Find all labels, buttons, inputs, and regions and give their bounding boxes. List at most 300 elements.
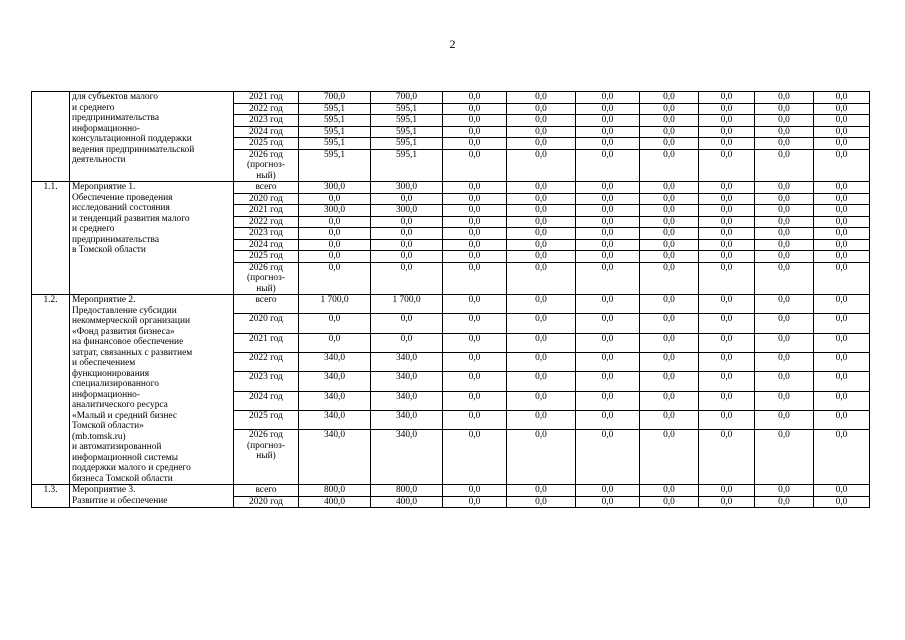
period-line: 2021 год — [249, 333, 283, 344]
value-cell: 595,1 — [371, 103, 443, 115]
value-cell: 0,0 — [699, 103, 755, 115]
item-name-line: Обеспечение проведения — [72, 192, 173, 203]
value-cell: 0,0 — [299, 262, 371, 295]
item-name-line: для субъектов малого — [72, 92, 158, 102]
value-cell: 595,1 — [371, 126, 443, 138]
value-cell: 595,1 — [371, 115, 443, 127]
value-cell: 340,0 — [299, 352, 371, 371]
value-cell: 0,0 — [443, 149, 507, 182]
value-cell: 0,0 — [507, 391, 576, 410]
item-name-line: и тенденций развития малого — [72, 213, 190, 224]
value-cell: 0,0 — [814, 103, 870, 115]
value-cell: 0,0 — [443, 372, 507, 391]
value-cell: 595,1 — [299, 149, 371, 182]
page-number: 2 — [449, 37, 456, 51]
value-cell: 0,0 — [814, 149, 870, 182]
item-name — [70, 182, 234, 295]
value-cell: 340,0 — [299, 410, 371, 429]
value-cell: 0,0 — [699, 430, 755, 485]
period-cell — [234, 216, 299, 228]
value-cell: 0,0 — [640, 496, 699, 508]
value-cell: 0,0 — [640, 391, 699, 410]
item-name-line: Предоставление субсидии — [72, 305, 177, 316]
value-cell: 0,0 — [699, 496, 755, 508]
value-cell: 0,0 — [576, 193, 640, 205]
value-cell: 400,0 — [299, 496, 371, 508]
value-cell: 0,0 — [755, 126, 814, 138]
value-cell: 0,0 — [814, 295, 870, 314]
value-cell: 0,0 — [814, 182, 870, 194]
value-cell: 0,0 — [576, 314, 640, 333]
value-cell: 0,0 — [576, 496, 640, 508]
value-cell: 0,0 — [507, 216, 576, 228]
period-line: всего — [255, 485, 277, 495]
period-line: 2024 год — [249, 239, 283, 250]
value-cell: 300,0 — [371, 182, 443, 194]
value-cell: 0,0 — [507, 410, 576, 429]
value-cell: 0,0 — [814, 391, 870, 410]
period-line: 2021 год — [249, 205, 283, 215]
period-cell — [234, 410, 299, 429]
table-row — [32, 182, 870, 194]
value-cell: 0,0 — [814, 138, 870, 150]
item-name-line: Мероприятие 1. — [72, 182, 136, 192]
value-cell: 0,0 — [699, 126, 755, 138]
period-line: 2026 год — [249, 262, 283, 273]
value-cell: 800,0 — [371, 485, 443, 497]
item-name-line: и автоматизированной — [72, 442, 162, 452]
value-cell: 0,0 — [507, 262, 576, 295]
value-cell: 0,0 — [640, 295, 699, 314]
period-cell — [234, 228, 299, 240]
value-cell: 0,0 — [814, 410, 870, 429]
value-cell: 0,0 — [640, 352, 699, 371]
value-cell: 0,0 — [814, 216, 870, 228]
value-cell: 0,0 — [507, 430, 576, 485]
value-cell: 300,0 — [371, 205, 443, 217]
value-cell: 0,0 — [699, 295, 755, 314]
value-cell: 340,0 — [371, 372, 443, 391]
value-cell: 0,0 — [755, 228, 814, 240]
value-cell: 0,0 — [371, 251, 443, 263]
value-cell: 0,0 — [814, 193, 870, 205]
value-cell: 0,0 — [371, 262, 443, 295]
value-cell: 0,0 — [699, 182, 755, 194]
period-line: 2026 год — [249, 149, 283, 160]
period-cell — [234, 262, 299, 295]
period-line: 2025 год — [249, 251, 283, 261]
item-name-line: бизнеса Томской области — [72, 473, 173, 484]
value-cell: 0,0 — [755, 314, 814, 333]
value-cell: 0,0 — [443, 251, 507, 263]
item-name-line: деятельности — [72, 155, 126, 165]
item-name-line: Развитие и обеспечение — [72, 495, 168, 506]
value-cell: 0,0 — [299, 216, 371, 228]
budget-table — [31, 91, 870, 508]
value-cell: 0,0 — [814, 496, 870, 508]
item-name-line: на финансовое обеспечение — [72, 337, 184, 347]
period-cell — [234, 251, 299, 263]
period-cell — [234, 496, 299, 508]
period-line: 2025 год — [249, 410, 283, 421]
value-cell: 340,0 — [299, 391, 371, 410]
value-cell: 0,0 — [640, 216, 699, 228]
item-name-line: специализированного — [72, 379, 159, 389]
period-cell — [234, 485, 299, 497]
value-cell: 0,0 — [755, 239, 814, 251]
value-cell: 0,0 — [443, 138, 507, 150]
period-cell — [234, 92, 299, 104]
value-cell: 0,0 — [576, 92, 640, 104]
value-cell: 0,0 — [443, 352, 507, 371]
period-line: 2025 год — [249, 138, 283, 148]
value-cell: 0,0 — [371, 228, 443, 240]
value-cell: 0,0 — [755, 205, 814, 217]
value-cell: 0,0 — [443, 391, 507, 410]
item-name-line: Томской области» — [72, 421, 144, 431]
value-cell: 0,0 — [507, 251, 576, 263]
value-cell: 0,0 — [576, 391, 640, 410]
period-line: ный) — [256, 283, 276, 294]
value-cell: 0,0 — [640, 182, 699, 194]
value-cell: 0,0 — [640, 410, 699, 429]
value-cell: 0,0 — [814, 251, 870, 263]
item-name-line: аналитического ресурса — [72, 400, 168, 410]
value-cell: 0,0 — [640, 485, 699, 497]
value-cell: 0,0 — [755, 115, 814, 127]
period-cell — [234, 149, 299, 182]
value-cell: 0,0 — [443, 205, 507, 217]
period-line: 2023 год — [249, 372, 283, 383]
value-cell: 0,0 — [755, 193, 814, 205]
value-cell: 0,0 — [814, 314, 870, 333]
period-line: ный) — [256, 451, 276, 462]
value-cell: 0,0 — [443, 228, 507, 240]
value-cell: 0,0 — [640, 239, 699, 251]
period-line: 2020 год — [249, 193, 283, 204]
item-name — [70, 92, 234, 182]
value-cell: 0,0 — [443, 430, 507, 485]
value-cell: 0,0 — [507, 103, 576, 115]
item-name-line: ведения предпринимательской — [72, 144, 195, 155]
value-cell: 0,0 — [755, 372, 814, 391]
value-cell: 595,1 — [299, 115, 371, 127]
value-cell: 0,0 — [443, 496, 507, 508]
value-cell: 0,0 — [443, 314, 507, 333]
item-name-line: функционирования — [72, 368, 150, 379]
value-cell: 0,0 — [755, 410, 814, 429]
item-name — [70, 295, 234, 485]
value-cell: 0,0 — [755, 182, 814, 194]
value-cell: 0,0 — [755, 485, 814, 497]
value-cell: 0,0 — [576, 205, 640, 217]
value-cell: 0,0 — [507, 205, 576, 217]
period-cell — [234, 126, 299, 138]
table-row — [32, 295, 870, 314]
period-line: (прогноз- — [247, 273, 285, 283]
period-line: 2020 год — [249, 496, 283, 507]
value-cell: 0,0 — [507, 485, 576, 497]
period-line: ный) — [256, 170, 276, 181]
period-line: 2020 год — [249, 314, 283, 325]
period-line: 2022 год — [249, 103, 283, 114]
value-cell: 0,0 — [814, 485, 870, 497]
value-cell: 0,0 — [507, 138, 576, 150]
item-name-line: и среднего — [72, 102, 115, 113]
period-line: 2023 год — [249, 228, 283, 238]
period-cell — [234, 239, 299, 251]
period-line: 2022 год — [249, 352, 283, 363]
value-cell: 400,0 — [371, 496, 443, 508]
value-cell: 340,0 — [371, 391, 443, 410]
value-cell: 0,0 — [814, 92, 870, 104]
value-cell: 0,0 — [814, 228, 870, 240]
item-name-line: информационно- — [72, 123, 140, 134]
value-cell: 0,0 — [443, 182, 507, 194]
period-line: 2021 год — [249, 92, 283, 102]
value-cell: 0,0 — [576, 295, 640, 314]
value-cell: 0,0 — [699, 115, 755, 127]
value-cell: 0,0 — [640, 205, 699, 217]
value-cell: 595,1 — [371, 149, 443, 182]
value-cell: 0,0 — [576, 251, 640, 263]
value-cell: 0,0 — [699, 149, 755, 182]
value-cell: 0,0 — [443, 239, 507, 251]
item-name-line: поддержки малого и среднего — [72, 463, 191, 473]
value-cell: 595,1 — [299, 126, 371, 138]
value-cell: 0,0 — [699, 138, 755, 150]
value-cell: 340,0 — [371, 410, 443, 429]
value-cell: 0,0 — [576, 115, 640, 127]
item-name-line: и обеспечением — [72, 358, 136, 368]
value-cell: 0,0 — [699, 333, 755, 352]
item-name-line: Мероприятие 3. — [72, 485, 136, 495]
value-cell: 0,0 — [443, 262, 507, 295]
value-cell: 0,0 — [640, 126, 699, 138]
value-cell: 0,0 — [299, 193, 371, 205]
value-cell: 0,0 — [755, 262, 814, 295]
value-cell: 0,0 — [443, 295, 507, 314]
value-cell: 0,0 — [576, 430, 640, 485]
value-cell: 0,0 — [814, 333, 870, 352]
value-cell: 0,0 — [576, 485, 640, 497]
value-cell: 0,0 — [576, 182, 640, 194]
period-cell — [234, 193, 299, 205]
item-name-line: в Томской области — [72, 245, 146, 255]
value-cell: 0,0 — [576, 333, 640, 352]
value-cell: 0,0 — [699, 262, 755, 295]
period-cell — [234, 115, 299, 127]
value-cell: 0,0 — [755, 92, 814, 104]
item-name-line: (mb.tomsk.ru) — [72, 431, 126, 442]
value-cell: 0,0 — [507, 182, 576, 194]
value-cell: 0,0 — [507, 372, 576, 391]
value-cell: 0,0 — [576, 410, 640, 429]
item-name-line: исследований состояния — [72, 203, 170, 213]
value-cell: 0,0 — [699, 485, 755, 497]
value-cell: 0,0 — [640, 333, 699, 352]
value-cell: 300,0 — [299, 205, 371, 217]
value-cell: 0,0 — [755, 216, 814, 228]
value-cell: 340,0 — [299, 430, 371, 485]
value-cell: 1 700,0 — [299, 295, 371, 314]
value-cell: 0,0 — [814, 239, 870, 251]
item-name-line: затрат, связанных с развитием — [72, 347, 193, 358]
period-cell — [234, 205, 299, 217]
item-index: 1.2. — [32, 295, 70, 485]
value-cell: 0,0 — [640, 92, 699, 104]
value-cell: 0,0 — [814, 115, 870, 127]
value-cell: 0,0 — [576, 228, 640, 240]
value-cell: 0,0 — [640, 430, 699, 485]
value-cell: 800,0 — [299, 485, 371, 497]
value-cell: 0,0 — [640, 193, 699, 205]
value-cell: 0,0 — [507, 115, 576, 127]
value-cell: 0,0 — [699, 410, 755, 429]
period-line: 2023 год — [249, 115, 283, 125]
table-row — [32, 92, 870, 104]
value-cell: 0,0 — [443, 485, 507, 497]
value-cell: 0,0 — [640, 103, 699, 115]
value-cell: 0,0 — [755, 391, 814, 410]
value-cell: 0,0 — [507, 149, 576, 182]
item-index — [32, 92, 70, 182]
value-cell: 0,0 — [576, 103, 640, 115]
value-cell: 0,0 — [755, 251, 814, 263]
value-cell: 0,0 — [507, 228, 576, 240]
period-cell — [234, 352, 299, 371]
period-line: (прогноз- — [247, 440, 285, 451]
value-cell: 0,0 — [640, 251, 699, 263]
value-cell: 0,0 — [507, 239, 576, 251]
value-cell: 0,0 — [640, 228, 699, 240]
value-cell: 0,0 — [814, 126, 870, 138]
period-cell — [234, 333, 299, 352]
value-cell: 0,0 — [576, 138, 640, 150]
item-name-line: предпринимательства — [72, 234, 159, 245]
value-cell: 0,0 — [699, 372, 755, 391]
value-cell: 0,0 — [755, 496, 814, 508]
value-cell: 0,0 — [814, 372, 870, 391]
value-cell: 0,0 — [576, 262, 640, 295]
item-name-line: консультационной поддержки — [72, 134, 192, 144]
value-cell: 0,0 — [755, 352, 814, 371]
value-cell: 0,0 — [443, 216, 507, 228]
value-cell: 0,0 — [814, 205, 870, 217]
value-cell: 0,0 — [507, 333, 576, 352]
period-line: 2026 год — [249, 430, 283, 441]
value-cell: 0,0 — [640, 372, 699, 391]
item-index: 1.3. — [32, 485, 70, 508]
value-cell: 0,0 — [507, 352, 576, 371]
value-cell: 0,0 — [699, 92, 755, 104]
item-name-line: и среднего — [72, 224, 115, 234]
value-cell: 0,0 — [576, 352, 640, 371]
value-cell: 0,0 — [755, 333, 814, 352]
value-cell: 0,0 — [443, 410, 507, 429]
value-cell: 0,0 — [699, 251, 755, 263]
value-cell: 0,0 — [507, 92, 576, 104]
value-cell: 340,0 — [371, 430, 443, 485]
period-line: 2024 год — [249, 126, 283, 137]
item-name-line: информационной системы — [72, 452, 179, 463]
value-cell: 0,0 — [640, 138, 699, 150]
period-cell — [234, 182, 299, 194]
value-cell: 595,1 — [299, 103, 371, 115]
value-cell: 0,0 — [371, 216, 443, 228]
value-cell: 595,1 — [299, 138, 371, 150]
value-cell: 0,0 — [699, 391, 755, 410]
value-cell: 0,0 — [755, 149, 814, 182]
period-line: всего — [255, 182, 277, 192]
value-cell: 0,0 — [371, 239, 443, 251]
value-cell: 700,0 — [299, 92, 371, 104]
value-cell: 0,0 — [576, 216, 640, 228]
period-cell — [234, 138, 299, 150]
value-cell: 0,0 — [299, 314, 371, 333]
item-name — [70, 485, 234, 508]
value-cell: 0,0 — [507, 496, 576, 508]
period-line: (прогноз- — [247, 160, 285, 170]
value-cell: 0,0 — [755, 430, 814, 485]
period-cell — [234, 391, 299, 410]
period-line: 2022 год — [249, 216, 283, 227]
value-cell: 0,0 — [814, 262, 870, 295]
period-line: 2024 год — [249, 391, 283, 402]
item-name-line: «Малый и средний бизнес — [72, 410, 178, 421]
value-cell: 0,0 — [814, 430, 870, 485]
value-cell: 0,0 — [576, 126, 640, 138]
value-cell: 0,0 — [755, 103, 814, 115]
value-cell: 0,0 — [299, 228, 371, 240]
value-cell: 0,0 — [371, 193, 443, 205]
value-cell: 300,0 — [299, 182, 371, 194]
period-cell — [234, 295, 299, 314]
period-cell — [234, 372, 299, 391]
value-cell: 0,0 — [299, 333, 371, 352]
value-cell: 0,0 — [299, 251, 371, 263]
period-cell — [234, 314, 299, 333]
value-cell: 0,0 — [699, 239, 755, 251]
value-cell: 0,0 — [576, 149, 640, 182]
value-cell: 0,0 — [699, 205, 755, 217]
value-cell: 0,0 — [640, 149, 699, 182]
value-cell: 700,0 — [371, 92, 443, 104]
value-cell: 0,0 — [371, 333, 443, 352]
value-cell: 0,0 — [507, 314, 576, 333]
period-cell — [234, 103, 299, 115]
value-cell: 0,0 — [699, 216, 755, 228]
table-row — [32, 485, 870, 497]
period-line: всего — [255, 295, 277, 305]
value-cell: 0,0 — [443, 126, 507, 138]
value-cell: 0,0 — [699, 193, 755, 205]
item-index: 1.1. — [32, 182, 70, 295]
value-cell: 0,0 — [443, 92, 507, 104]
value-cell: 0,0 — [755, 295, 814, 314]
value-cell: 0,0 — [814, 352, 870, 371]
value-cell: 0,0 — [640, 262, 699, 295]
period-cell — [234, 430, 299, 485]
item-name-line: некоммерческой организации — [72, 316, 190, 326]
value-cell: 0,0 — [371, 314, 443, 333]
item-name-line: Мероприятие 2. — [72, 295, 136, 305]
item-name-line: информационно- — [72, 389, 140, 400]
value-cell: 0,0 — [507, 295, 576, 314]
value-cell: 0,0 — [755, 138, 814, 150]
item-name-line: предпринимательства — [72, 113, 159, 123]
value-cell: 0,0 — [443, 193, 507, 205]
